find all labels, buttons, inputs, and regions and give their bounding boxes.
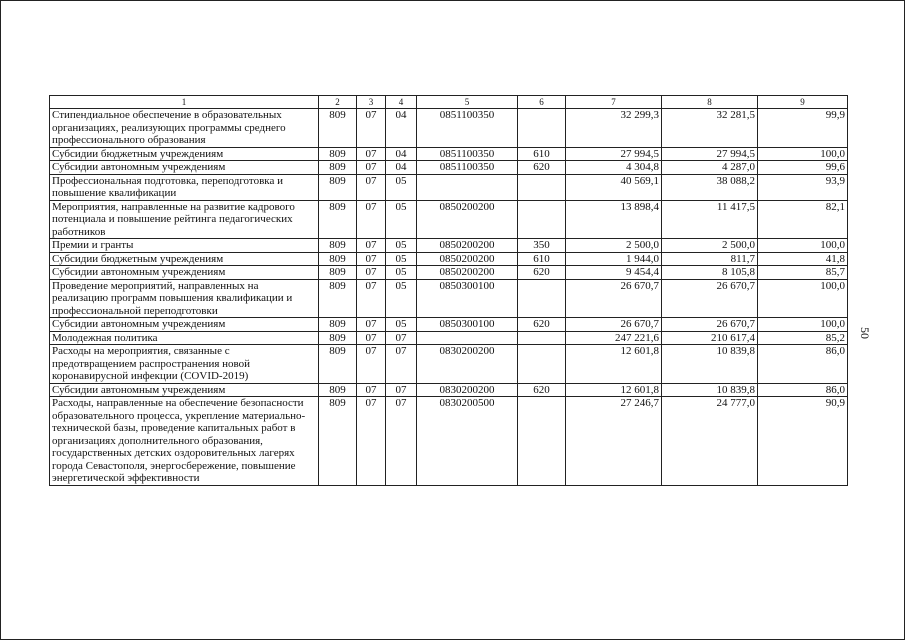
subsection-code-cell: 04 [386,147,417,161]
target-article-cell [417,331,518,345]
target-article-cell [417,174,518,200]
table-row [50,266,848,280]
actual-amount-cell: 8 105,8 [662,266,758,280]
subsection-code-cell: 05 [386,318,417,332]
planned-amount-cell: 27 994,5 [566,147,662,161]
actual-amount-cell: 10 839,8 [662,345,758,384]
grbs-code-cell: 809 [319,174,357,200]
subsection-code-cell: 07 [386,331,417,345]
expense-name-cell: Субсидии автономным учреждениям [50,161,319,175]
planned-amount-cell: 2 500,0 [566,239,662,253]
subsection-code-cell: 05 [386,239,417,253]
subsection-code-cell: 07 [386,383,417,397]
expense-name-cell: Стипендиальное обеспечение в образовательных организациях, реализующих программы среднего профессионального образования [50,109,319,148]
execution-percent-cell: 100,0 [758,239,848,253]
grbs-code-cell: 809 [319,331,357,345]
expense-type-cell [518,279,566,318]
expense-type-cell [518,331,566,345]
target-article-cell: 0830200200 [417,345,518,384]
actual-amount-cell: 27 994,5 [662,147,758,161]
actual-amount-cell: 2 500,0 [662,239,758,253]
column-header: 2 [319,96,357,109]
target-article-cell: 0851100350 [417,109,518,148]
table-row [50,174,848,200]
column-header: 5 [417,96,518,109]
expense-type-cell [518,200,566,239]
section-code-cell: 07 [357,174,386,200]
expense-name-cell: Субсидии автономным учреждениям [50,383,319,397]
table-row [50,331,848,345]
planned-amount-cell: 247 221,6 [566,331,662,345]
execution-percent-cell: 99,9 [758,109,848,148]
expense-type-cell: 620 [518,383,566,397]
grbs-code-cell: 809 [319,109,357,148]
expense-name-cell: Субсидии бюджетным учреждениям [50,252,319,266]
section-code-cell: 07 [357,331,386,345]
actual-amount-cell: 210 617,4 [662,331,758,345]
section-code-cell: 07 [357,200,386,239]
table-row [50,345,848,384]
expense-name-cell: Мероприятия, направленные на развитие кадрового потенциала и повышение рейтинга педагогических работников [50,200,319,239]
subsection-code-cell: 07 [386,345,417,384]
execution-percent-cell: 86,0 [758,383,848,397]
target-article-cell: 0850200200 [417,239,518,253]
expense-type-cell [518,109,566,148]
column-header: 1 [50,96,319,109]
expense-name-cell: Проведение мероприятий, направленных на реализацию программ повышения квалификации и профессиональной переподготовки [50,279,319,318]
execution-percent-cell: 85,7 [758,266,848,280]
target-article-cell: 0850200200 [417,252,518,266]
planned-amount-cell: 27 246,7 [566,397,662,486]
planned-amount-cell: 1 944,0 [566,252,662,266]
actual-amount-cell: 811,7 [662,252,758,266]
section-code-cell: 07 [357,252,386,266]
table-row [50,252,848,266]
section-code-cell: 07 [357,147,386,161]
planned-amount-cell: 13 898,4 [566,200,662,239]
target-article-cell: 0830200200 [417,383,518,397]
grbs-code-cell: 809 [319,200,357,239]
subsection-code-cell: 05 [386,279,417,318]
actual-amount-cell: 4 287,0 [662,161,758,175]
table-row [50,200,848,239]
subsection-code-cell: 05 [386,266,417,280]
planned-amount-cell: 26 670,7 [566,279,662,318]
subsection-code-cell: 05 [386,252,417,266]
actual-amount-cell: 38 088,2 [662,174,758,200]
expense-type-cell: 620 [518,266,566,280]
target-article-cell: 0851100350 [417,147,518,161]
column-header: 8 [662,96,758,109]
table-row [50,147,848,161]
planned-amount-cell: 4 304,8 [566,161,662,175]
subsection-code-cell: 04 [386,161,417,175]
table-row [50,383,848,397]
planned-amount-cell: 40 569,1 [566,174,662,200]
planned-amount-cell: 12 601,8 [566,383,662,397]
target-article-cell: 0850300100 [417,318,518,332]
section-code-cell: 07 [357,318,386,332]
execution-percent-cell: 100,0 [758,279,848,318]
expense-name-cell: Расходы на мероприятия, связанные с предотвращением распространения новой коронавирусной инфекции (COVID-2019) [50,345,319,384]
section-code-cell: 07 [357,239,386,253]
execution-percent-cell: 41,8 [758,252,848,266]
expense-type-cell: 620 [518,161,566,175]
page-number: 50 [858,327,872,339]
expense-name-cell: Расходы, направленные на обеспечение безопасности образовательного процесса, укрепление материально-технической базы, проведение капитальных работ в организациях дополнительного образования, государственных детских оздоровительных лагерях города Севастополя, энергосбережение, повышение энергетической эффективности [50,397,319,486]
execution-percent-cell: 82,1 [758,200,848,239]
table-row [50,109,848,148]
table-row [50,239,848,253]
expense-name-cell: Субсидии бюджетным учреждениям [50,147,319,161]
planned-amount-cell: 26 670,7 [566,318,662,332]
table-row [50,161,848,175]
expense-name-cell: Субсидии автономным учреждениям [50,266,319,280]
subsection-code-cell: 05 [386,200,417,239]
target-article-cell: 0830200500 [417,397,518,486]
column-header: 4 [386,96,417,109]
grbs-code-cell: 809 [319,252,357,266]
actual-amount-cell: 26 670,7 [662,279,758,318]
expense-type-cell [518,397,566,486]
planned-amount-cell: 9 454,4 [566,266,662,280]
column-header: 3 [357,96,386,109]
subsection-code-cell: 04 [386,109,417,148]
section-code-cell: 07 [357,397,386,486]
grbs-code-cell: 809 [319,147,357,161]
actual-amount-cell: 32 281,5 [662,109,758,148]
execution-percent-cell: 85,2 [758,331,848,345]
expense-name-cell: Субсидии автономным учреждениям [50,318,319,332]
expense-type-cell: 620 [518,318,566,332]
expense-type-cell: 610 [518,147,566,161]
grbs-code-cell: 809 [319,266,357,280]
expense-type-cell [518,345,566,384]
expense-name-cell: Премии и гранты [50,239,319,253]
actual-amount-cell: 11 417,5 [662,200,758,239]
target-article-cell: 0850200200 [417,266,518,280]
planned-amount-cell: 12 601,8 [566,345,662,384]
execution-percent-cell: 90,9 [758,397,848,486]
section-code-cell: 07 [357,345,386,384]
execution-percent-cell: 93,9 [758,174,848,200]
budget-table [49,95,848,486]
expense-name-cell: Молодежная политика [50,331,319,345]
expense-type-cell: 610 [518,252,566,266]
section-code-cell: 07 [357,161,386,175]
actual-amount-cell: 24 777,0 [662,397,758,486]
planned-amount-cell: 32 299,3 [566,109,662,148]
table-row [50,279,848,318]
table-row [50,318,848,332]
grbs-code-cell: 809 [319,239,357,253]
section-code-cell: 07 [357,383,386,397]
execution-percent-cell: 99,6 [758,161,848,175]
target-article-cell: 0850300100 [417,279,518,318]
table-body [50,109,848,486]
column-header: 9 [758,96,848,109]
expense-type-cell [518,174,566,200]
execution-percent-cell: 86,0 [758,345,848,384]
budget-table-container [49,95,848,486]
grbs-code-cell: 809 [319,383,357,397]
section-code-cell: 07 [357,266,386,280]
section-code-cell: 07 [357,279,386,318]
grbs-code-cell: 809 [319,279,357,318]
column-header: 6 [518,96,566,109]
actual-amount-cell: 10 839,8 [662,383,758,397]
grbs-code-cell: 809 [319,318,357,332]
actual-amount-cell: 26 670,7 [662,318,758,332]
expense-type-cell: 350 [518,239,566,253]
column-header: 7 [566,96,662,109]
subsection-code-cell: 05 [386,174,417,200]
grbs-code-cell: 809 [319,345,357,384]
execution-percent-cell: 100,0 [758,147,848,161]
table-header-row [50,96,848,109]
subsection-code-cell: 07 [386,397,417,486]
expense-name-cell: Профессиональная подготовка, переподготовка и повышение квалификации [50,174,319,200]
execution-percent-cell: 100,0 [758,318,848,332]
section-code-cell: 07 [357,109,386,148]
table-row [50,397,848,486]
target-article-cell: 0851100350 [417,161,518,175]
grbs-code-cell: 809 [319,161,357,175]
target-article-cell: 0850200200 [417,200,518,239]
grbs-code-cell: 809 [319,397,357,486]
